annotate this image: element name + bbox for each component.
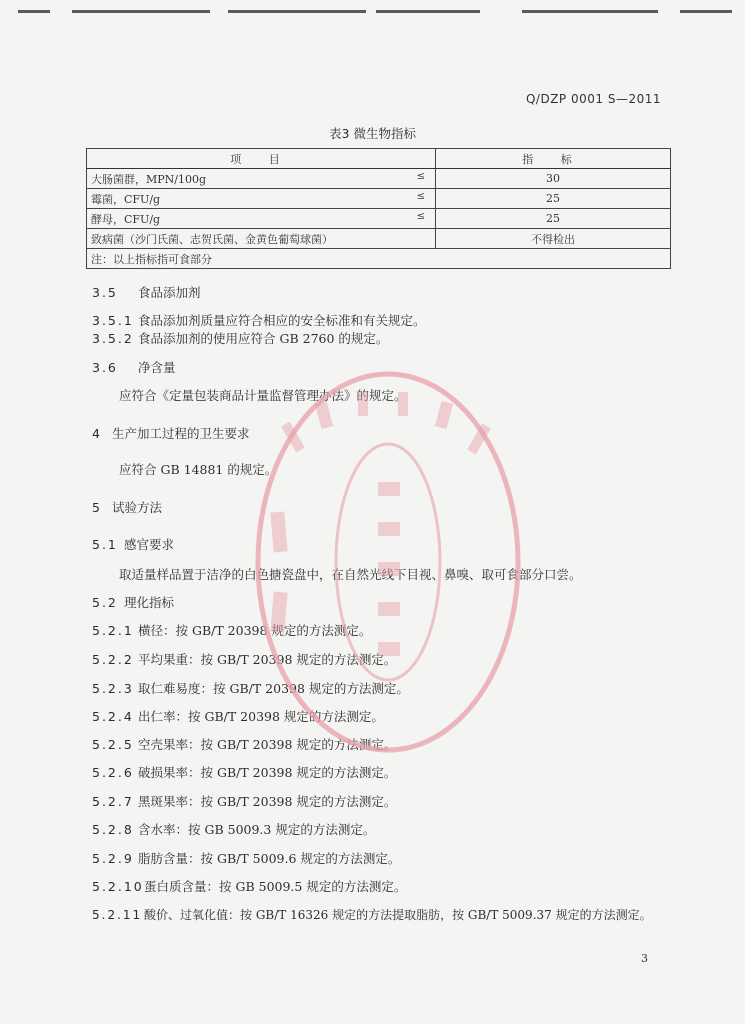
section-3-6-body: 应符合《定量包装商品计量监督管理办法》的规定。: [119, 388, 407, 403]
le-symbol: ≤: [416, 171, 425, 182]
list-item: 5.2.5 空壳果率：按 GB/T 20398 规定的方法测定。: [92, 737, 397, 752]
row-value: 25: [436, 189, 671, 209]
list-item: 5.2.7 黑斑果率：按 GB/T 20398 规定的方法测定。: [92, 794, 397, 809]
list-item: 5.2.8 含水率：按 GB 5009.3 规定的方法测定。: [92, 822, 376, 837]
row-value: 25: [436, 209, 671, 229]
section-5-2-heading: 5.2 理化指标: [92, 595, 175, 610]
table-note: 注：以上指标指可食部分: [87, 249, 671, 269]
row-item-label: 霉菌，CFU/g: [91, 192, 161, 206]
row-value: 30: [436, 169, 671, 189]
section-4-heading: 4 生产加工过程的卫生要求: [92, 426, 250, 441]
le-symbol: ≤: [416, 211, 425, 222]
le-symbol: ≤: [416, 191, 425, 202]
list-item: 5.2.3 取仁难易度：按 GB/T 20398 规定的方法测定。: [92, 681, 409, 696]
section-3-5-2: 3.5.2 食品添加剂的使用应符合 GB 2760 的规定。: [92, 331, 389, 346]
row-value: 不得检出: [436, 229, 671, 249]
section-3-5-1: 3.5.1 食品添加剂质量应符合相应的安全标准和有关规定。: [92, 313, 426, 328]
list-item: 5.2.2 平均果重：按 GB/T 20398 规定的方法测定。: [92, 652, 397, 667]
document-number: Q/DZP 0001 S—2011: [525, 92, 661, 106]
header-index: 指 标: [436, 149, 671, 169]
section-4-body: 应符合 GB 14881 的规定。: [119, 462, 278, 477]
list-item: 5.2.1 横径：按 GB/T 20398 规定的方法测定。: [92, 623, 372, 638]
section-5-1-body: 取适量样品置于洁净的白色搪瓷盘中，在自然光线下目视、鼻嗅、取可食部分口尝。: [119, 567, 582, 582]
row-item-label: 酵母，CFU/g: [91, 212, 161, 226]
list-item: 5.2.11 酸价、过氧化值：按 GB/T 16326 规定的方法提取脂肪，按 GB/T 5009.37 规定的方法测定。: [92, 908, 652, 922]
list-item: 5.2.4 出仁率：按 GB/T 20398 规定的方法测定。: [92, 709, 384, 724]
table-title: 表3 微生物指标: [329, 126, 416, 141]
section-5-heading: 5 试验方法: [92, 500, 163, 515]
section-3-6-heading: 3.6 净含量: [92, 360, 176, 375]
section-5-1-heading: 5.1 感官要求: [92, 537, 175, 552]
list-item: 5.2.9 脂肪含量：按 GB/T 5009.6 规定的方法测定。: [92, 851, 401, 866]
row-item-label: 致病菌（沙门氏菌、志贺氏菌、金黄色葡萄球菌）: [91, 232, 333, 246]
row-item-label: 大肠菌群，MPN/100g: [91, 172, 207, 186]
header-item: 项 目: [87, 149, 436, 169]
page-number: 3: [641, 952, 648, 965]
list-item: 5.2.6 破损果率：按 GB/T 20398 规定的方法测定。: [92, 765, 397, 780]
list-item: 5.2.10蛋白质含量：按 GB 5009.5 规定的方法测定。: [92, 879, 407, 894]
section-3-5-heading: 3.5 食品添加剂: [92, 285, 201, 300]
